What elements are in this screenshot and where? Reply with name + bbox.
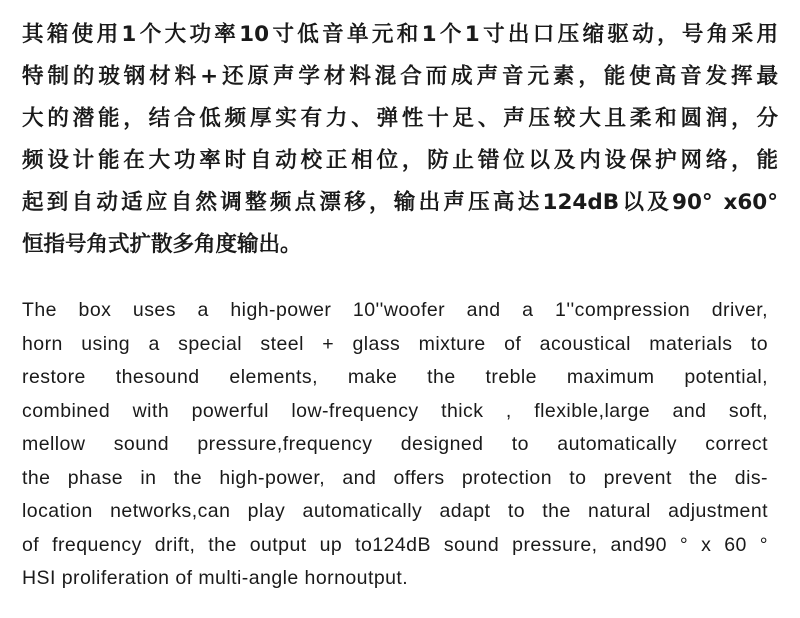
english-line: of frequency drift, the output up to124dB sound pressure, and90 ° x 60 ° — [22, 533, 768, 556]
chinese-line: 频设计能在大功率时自动校正相位，防止错位以及内设保护网络，能 — [22, 148, 778, 173]
english-description — [22, 294, 782, 596]
english-line: restore thesound elements, make the treble maximum potential, — [22, 366, 768, 388]
chinese-line: 起到自动适应自然调整频点漂移，输出声压高达124dB以及90° x60° — [22, 190, 778, 215]
english-line: The box uses a high-power 10''woofer and a 1''compression driver, — [22, 299, 768, 321]
chinese-line: 大的潜能，结合低频厚实有力、弹性十足、声压较大且柔和圆润，分 — [22, 106, 778, 131]
english-line: HSI proliferation of multi-angle hornoutput. — [22, 567, 409, 589]
english-line: combined with powerful low-frequency thick , flexible,large and soft, — [22, 399, 768, 422]
english-line: the phase in the high-power, and offers protection to prevent the dis- — [22, 466, 768, 489]
chinese-line: 特制的玻钢材料+还原声学材料混合而成声音元素，能使高音发挥最 — [22, 64, 778, 89]
english-line: horn using a special steel + glass mixture of acoustical materials to — [22, 332, 768, 355]
chinese-description — [22, 14, 782, 266]
english-line: mellow sound pressure,frequency designed to automatically correct — [22, 433, 768, 455]
chinese-line: 其箱使用1个大功率10寸低音单元和1个1寸出口压缩驱动，号角采用 — [22, 22, 778, 47]
chinese-line: 恒指号角式扩散多角度输出。 — [22, 232, 302, 257]
english-line: location networks,can play automatically adapt to the natural adjustment — [22, 500, 768, 522]
